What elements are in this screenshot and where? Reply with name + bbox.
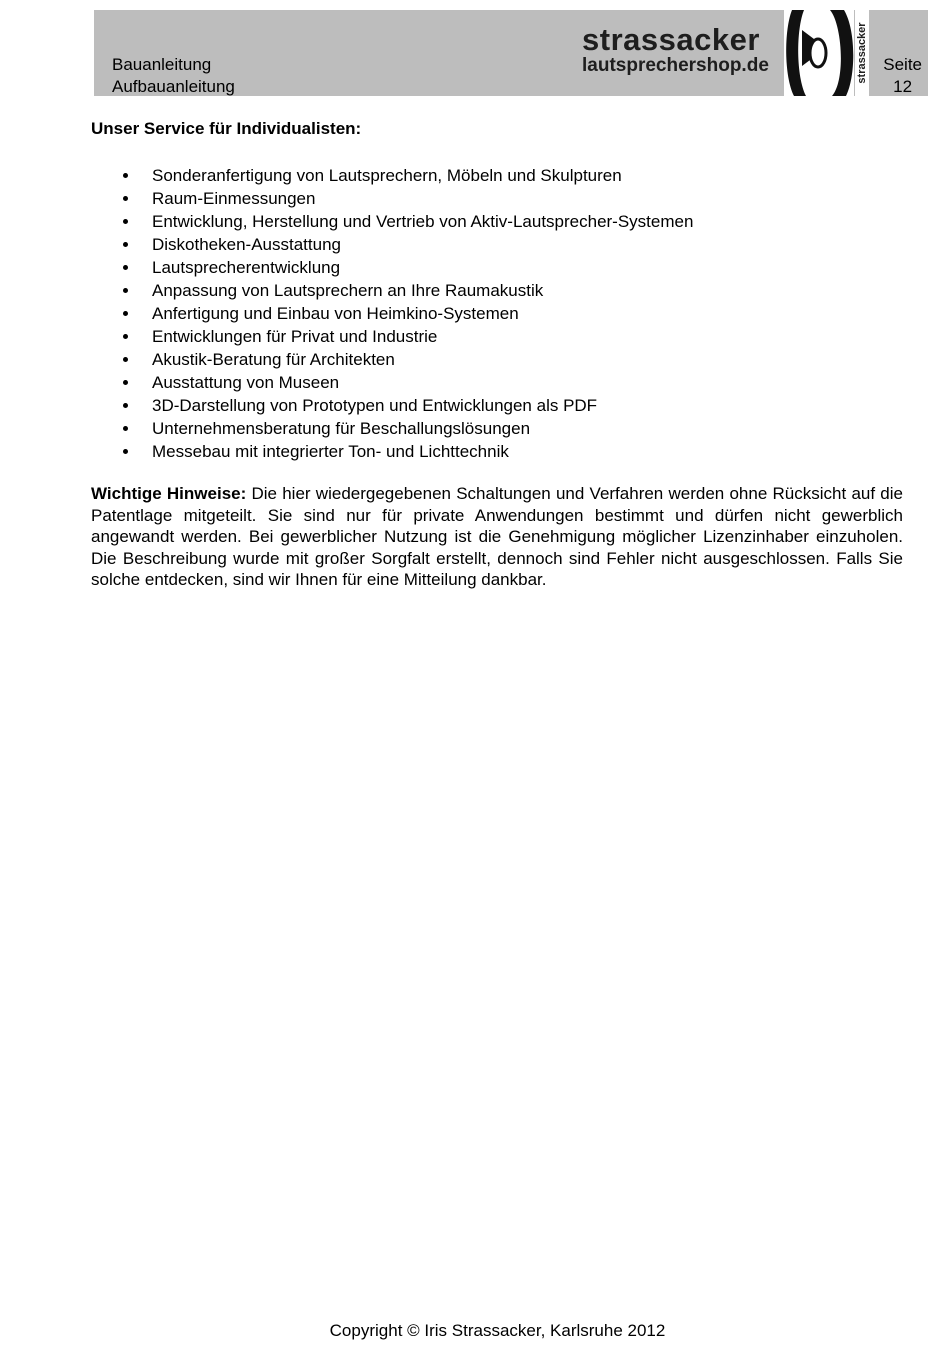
list-item: Diskotheken-Ausstattung: [91, 233, 903, 256]
speaker-logo-icon: [784, 10, 854, 96]
list-item: Ausstattung von Museen: [91, 371, 903, 394]
brand-vertical: [855, 10, 869, 96]
document-title: [112, 54, 235, 98]
list-item: Raum-Einmessungen: [91, 187, 903, 210]
list-item: Entwicklung, Herstellung und Vertrieb von Aktiv-Lautsprecher-Systemen: [91, 210, 903, 233]
list-item: 3D-Darstellung von Prototypen und Entwicklungen als PDF: [91, 394, 903, 417]
notice-label: Wichtige Hinweise:: [91, 484, 247, 503]
page-header: [94, 10, 928, 96]
page-indicator: [883, 54, 922, 98]
notice-paragraph: [91, 483, 903, 591]
page-label: Seite: [883, 55, 922, 74]
section-title: Unser Service für Individualisten:: [91, 119, 362, 138]
list-item: Anpassung von Lautsprechern an Ihre Raumakustik: [91, 279, 903, 302]
document-title-line1: Bauanleitung: [112, 55, 212, 74]
copyright-text: Copyright © Iris Strassacker, Karlsruhe 2012: [329, 1321, 666, 1340]
list-item: Anfertigung und Einbau von Heimkino-Systemen: [91, 302, 903, 325]
brand-logo-text: [582, 24, 769, 76]
list-item: Unternehmensberatung für Beschallungslösungen: [91, 417, 903, 440]
page-footer: [0, 1321, 950, 1341]
page-number: 12: [893, 77, 913, 96]
brand-url: lautsprechershop.de: [582, 55, 769, 76]
list-item: Sonderanfertigung von Lautsprechern, Möbeln und Skulpturen: [91, 164, 903, 187]
list-item: Akustik-Beratung für Architekten: [91, 348, 903, 371]
list-item: Lautsprecherentwicklung: [91, 256, 903, 279]
brand-vertical-text: strassacker: [856, 22, 868, 84]
document-title-line2: Aufbauanleitung: [112, 77, 235, 96]
list-item: Entwicklungen für Privat und Industrie: [91, 325, 903, 348]
list-item: Messebau mit integrierter Ton- und Lichttechnik: [91, 440, 903, 463]
services-list: [91, 164, 903, 463]
main-content: [91, 118, 903, 608]
brand-name: strassacker: [582, 22, 760, 57]
notice-text: Die hier wiedergegebenen Schaltungen und Verfahren werden ohne Rücksicht auf die Patentlage mitgeteilt. Sie sind nur für private Anwendungen bestimmt und dürfen nicht gewerblich angewandt werden. Bei gewerblicher Nutzung ist die Genehmigung möglicher Lizenzinhaber einzuholen. Die Beschreibung wurde mit großer Sorgfalt erstellt, dennoch sind Fehler nicht ausgeschlossen. Falls Sie solche entdecken, sind wir Ihnen für eine Mitteilung dankbar.: [91, 484, 903, 590]
